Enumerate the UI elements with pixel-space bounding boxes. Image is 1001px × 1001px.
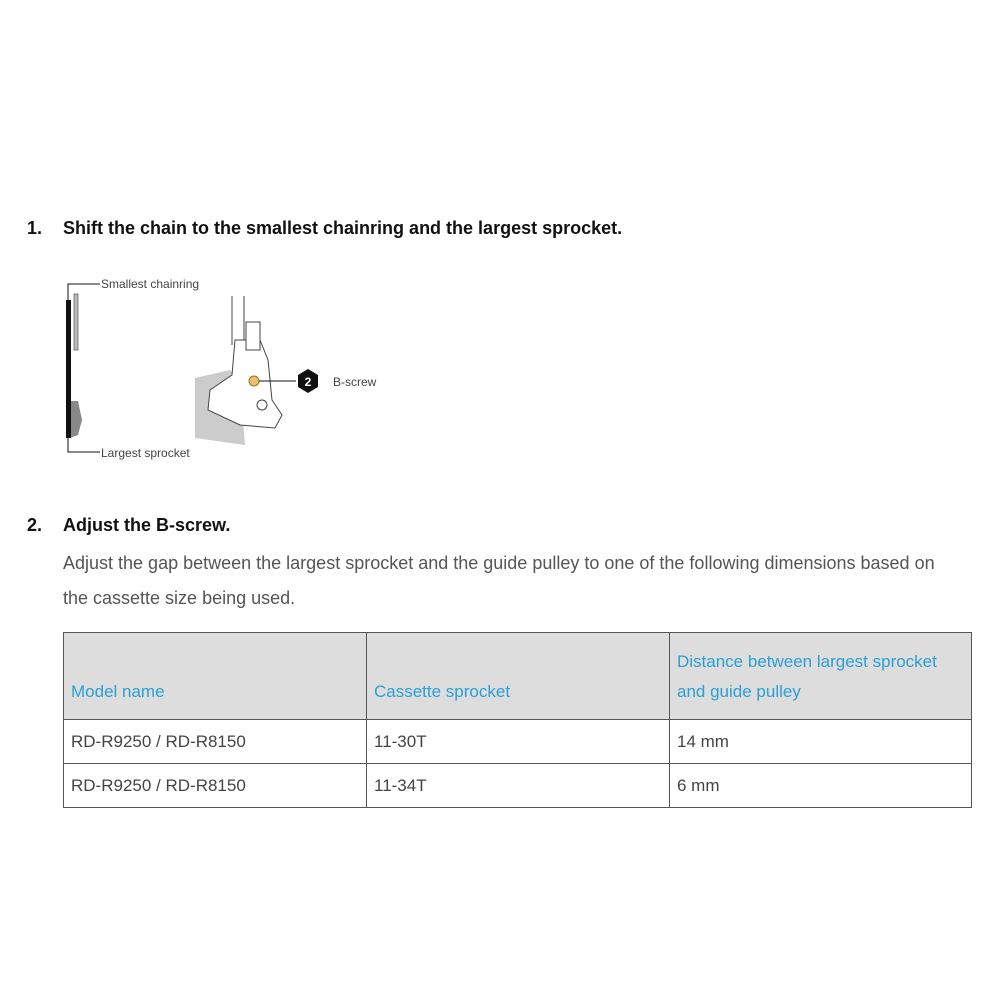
table-header-row bbox=[64, 633, 972, 720]
table-row bbox=[64, 764, 972, 808]
header-distance: Distance between largest sprocket and guide pulley bbox=[670, 633, 972, 720]
step-number: 1. bbox=[27, 218, 43, 238]
step-number: 2. bbox=[27, 515, 43, 535]
derailleur-diagram bbox=[50, 270, 390, 470]
label-largest-sprocket: Largest sprocket bbox=[101, 446, 190, 460]
step-2-description: Adjust the gap between the largest sprocket and the guide pulley to one of the following dimensions based on the cassette size being used. bbox=[63, 553, 935, 608]
bscrew-badge: 2 bbox=[304, 375, 312, 389]
table-row bbox=[64, 720, 972, 764]
cell-cassette: 11-30T bbox=[367, 720, 670, 764]
cell-distance: 6 mm bbox=[670, 764, 972, 808]
step-text: Shift the chain to the smallest chainring and the largest sprocket. bbox=[63, 218, 623, 238]
derailleur-illustration bbox=[50, 270, 390, 470]
label-smallest-chainring: Smallest chainring bbox=[101, 277, 200, 291]
step-1-title bbox=[27, 218, 622, 239]
cell-model: RD-R9250 / RD-R8150 bbox=[64, 720, 367, 764]
step-text: Adjust the B-screw. bbox=[63, 515, 231, 535]
label-b-screw: B-screw bbox=[333, 375, 377, 389]
header-cassette-sprocket: Cassette sprocket bbox=[367, 633, 670, 720]
cell-cassette: 11-34T bbox=[367, 764, 670, 808]
cell-distance: 14 mm bbox=[670, 720, 972, 764]
step-2-title bbox=[27, 515, 230, 536]
header-model-name: Model name bbox=[64, 633, 367, 720]
dimensions-table bbox=[63, 632, 972, 808]
cell-model: RD-R9250 / RD-R8150 bbox=[64, 764, 367, 808]
